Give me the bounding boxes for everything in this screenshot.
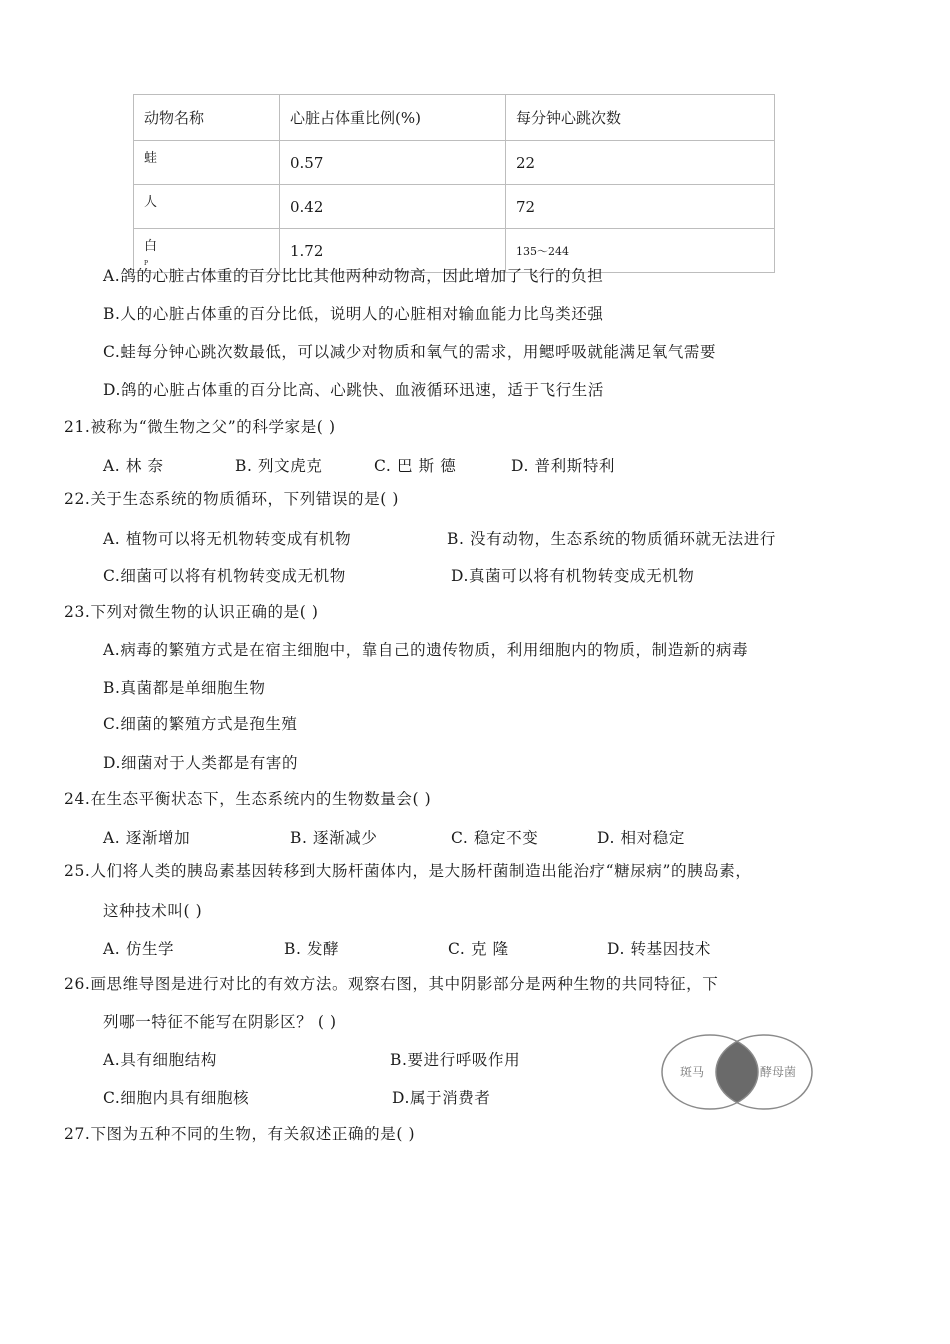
cell-ratio: 0.57: [280, 141, 506, 185]
venn-left-label: 斑马: [680, 1065, 705, 1079]
q26-option-d: D.属于消费者: [392, 1089, 491, 1107]
q25-option-b: B. 发酵: [284, 940, 340, 958]
q20-option-c: C.蛙每分钟心跳次数最低，可以减少对物质和氧气的需求，用鳃呼吸就能满足氧气需要: [103, 343, 717, 361]
q24-option-a: A. 逐渐增加: [103, 829, 191, 847]
q23-option-b: B.真菌都是单细胞生物: [103, 679, 266, 697]
q21-option-b: B. 列文虎克: [235, 457, 323, 475]
cell-animal-sub: P: [144, 260, 149, 267]
table-row: [134, 185, 775, 229]
q25-option-d: D. 转基因技术: [607, 940, 712, 958]
cell-beats: 72: [506, 185, 775, 229]
cell-animal-main: 白: [144, 239, 158, 254]
q25-option-c: C. 克 隆: [448, 940, 509, 958]
table-row: [134, 141, 775, 185]
cell-beats: 135～244: [506, 229, 775, 273]
q21-option-c: C. 巴 斯 德: [374, 457, 457, 475]
q26-option-a: A.具有细胞结构: [103, 1051, 217, 1069]
q21-stem: 21.被称为“微生物之父”的科学家是( ): [64, 418, 336, 436]
q24-stem: 24.在生态平衡状态下，生态系统内的生物数量会( ): [64, 790, 432, 808]
cell-animal: 人: [134, 185, 280, 229]
cell-animal: 蛙: [134, 141, 280, 185]
q21-option-a: A. 林 奈: [103, 457, 164, 475]
q26-stem-cont: 列哪一特征不能写在阴影区？ ( ): [103, 1013, 337, 1031]
q20-option-a: A.鸽的心脏占体重的百分比比其他两种动物高，因此增加了飞行的负担: [103, 267, 604, 285]
q26-stem: 26.画思维导图是进行对比的有效方法。观察右图，其中阴影部分是两种生物的共同特征，下: [64, 975, 719, 993]
q24-option-d: D. 相对稳定: [597, 829, 685, 847]
header-animal: 动物名称: [134, 95, 280, 141]
q26-option-c: C.细胞内具有细胞核: [103, 1089, 250, 1107]
q26-option-b: B.要进行呼吸作用: [390, 1051, 521, 1069]
q23-option-c: C.细菌的繁殖方式是孢生殖: [103, 715, 298, 733]
table-header-row: [134, 95, 775, 141]
header-beats: 每分钟心跳次数: [506, 95, 775, 141]
q22-option-a: A. 植物可以将无机物转变成有机物: [103, 530, 352, 548]
q25-stem: 25.人们将人类的胰岛素基因转移到大肠杆菌体内，是大肠杆菌制造出能治疗“糖尿病”的胰岛素，: [64, 862, 752, 880]
q27-stem: 27.下图为五种不同的生物，有关叙述正确的是( ): [64, 1125, 416, 1143]
q23-option-a: A.病毒的繁殖方式是在宿主细胞中，靠自己的遗传物质，利用细胞内的物质，制造新的病毒: [103, 641, 749, 659]
q22-option-b: B. 没有动物，生态系统的物质循环就无法进行: [447, 530, 776, 548]
cell-beats: 22: [506, 141, 775, 185]
q24-option-c: C. 稳定不变: [451, 829, 539, 847]
q21-option-d: D. 普利斯特利: [511, 457, 616, 475]
q22-option-d: D.真菌可以将有机物转变成无机物: [451, 567, 695, 585]
q22-option-c: C.细菌可以将有机物转变成无机物: [103, 567, 346, 585]
q20-option-b: B.人的心脏占体重的百分比低，说明人的心脏相对输血能力比鸟类还强: [103, 305, 604, 323]
header-ratio: 心脏占体重比例(%): [280, 95, 506, 141]
q25-option-a: A. 仿生学: [103, 940, 175, 958]
q23-stem: 23.下列对微生物的认识正确的是( ): [64, 603, 319, 621]
q25-stem-cont: 这种技术叫( ): [103, 902, 203, 920]
cell-ratio: 1.72: [280, 229, 506, 273]
q22-stem: 22.关于生态系统的物质循环，下列错误的是( ): [64, 490, 400, 508]
q20-option-d: D.鸽的心脏占体重的百分比高、心跳快、血液循环迅速，适于飞行生活: [103, 381, 605, 399]
venn-right-label: 酵母菌: [760, 1065, 797, 1079]
cell-ratio: 0.42: [280, 185, 506, 229]
heart-data-table: [133, 94, 775, 273]
q23-option-d: D.细菌对于人类都是有害的: [103, 754, 299, 772]
q24-option-b: B. 逐渐减少: [290, 829, 378, 847]
venn-diagram: [660, 1032, 814, 1112]
